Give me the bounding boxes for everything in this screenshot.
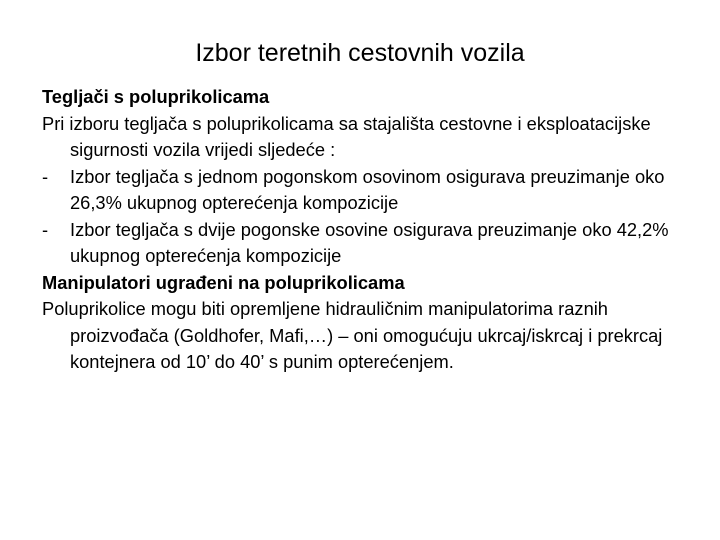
bullet-marker: -: [42, 218, 49, 240]
slide-title: Izbor teretnih cestovnih vozila: [195, 39, 525, 67]
bullet-item-one-axle: [42, 164, 692, 217]
manipulators-paragraph: Poluprikolice mogu biti opremljene hidrauličnim manipulatorima raznih proizvođača (Goldhofer, Mafi,…) – oni omogućuju ukrcaj/iskrcaj i prekrcaj kontejnera od 10’ do 40’ s punim opterećenjem.: [42, 298, 663, 372]
intro-paragraph: Pri izboru tegljača s poluprikolicama sa stajališta cestovne i eksploatacijske sigurnosti vozila vrijedi sljedeće :: [42, 112, 651, 160]
section-heading-manipulatori: Manipulatori ugrađeni na poluprikolicama: [42, 271, 405, 293]
bullet-item-two-axles: [42, 217, 692, 270]
bullet-marker: -: [42, 165, 49, 187]
section-heading-tegljaci: Tegljači s poluprikolicama: [42, 86, 270, 107]
slide-content: [42, 84, 692, 376]
bullet-text: Izbor tegljača s dvije pogonske osovine osigurava preuzimanje oko 42,2% ukupnog opterećenja kompozicije: [70, 218, 669, 266]
bullet-text: Izbor tegljača s jednom pogonskom osovinom osigurava preuzimanje oko 26,3% ukupnog opterećenja kompozicije: [70, 165, 665, 213]
